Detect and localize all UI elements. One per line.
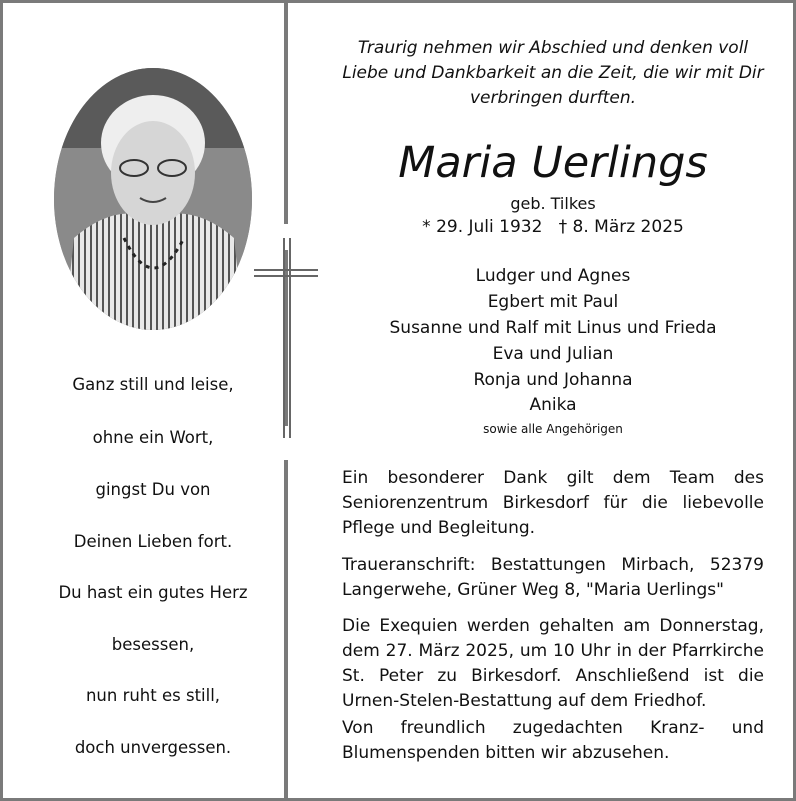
cross-symbol (254, 275, 318, 277)
poem-line: doch unvergessen. (74, 738, 232, 757)
poem-line: Ganz still und leise, (72, 375, 234, 394)
cross-symbol (283, 238, 285, 438)
poem-line: nun ruht es still, (85, 686, 221, 705)
service-paragraph: Die Exequien werden gehalten am Donnerstag, dem 27. März 2025, um 10 Uhr in der Pfarrkirche St. Peter zu Birkesdorf. Anschließend ist die Urnen-Stelen-Bestattung auf dem Friedhof. (342, 616, 764, 711)
family-member: Anika (529, 395, 577, 415)
family-member: Egbert mit Paul (487, 292, 619, 312)
poem-line: ohne ein Wort, (92, 428, 214, 447)
birth-name: geb. Tilkes (510, 194, 596, 213)
portrait-photo (54, 68, 252, 330)
donations-paragraph: Von freundlich zugedachten Kranz- und Blumenspenden bitten wir abzusehen. (342, 718, 764, 763)
poem-line: Deinen Lieben fort. (73, 532, 233, 551)
family-member: Susanne und Ralf mit Linus und Frieda (389, 318, 717, 338)
poem-line: Du hast ein gutes Herz (58, 583, 248, 602)
relatives-note: sowie alle Angehörigen (483, 422, 623, 436)
thanks-paragraph: Ein besonderer Dank gilt dem Team des Seniorenzentrum Birkesdorf für die liebevolle Pflege und Begleitung. (342, 468, 764, 538)
life-dates: * 29. Juli 1932 † 8. März 2025 (422, 217, 684, 237)
cross-symbol (289, 238, 291, 438)
poem-line: gingst Du von (95, 480, 211, 499)
family-member: Ronja und Johanna (473, 370, 633, 390)
cross-symbol (254, 269, 318, 271)
intro-text: Traurig nehmen wir Abschied und denken voll Liebe und Dankbarkeit an die Zeit, die wir mit Dir verbringen durften. (342, 38, 764, 108)
family-member: Ludger und Agnes (475, 266, 631, 286)
address-paragraph: Traueranschrift: Bestattungen Mirbach, 52379 Langerwehe, Grüner Weg 8, "Maria Uerlings" (342, 555, 764, 600)
deceased-name: Maria Uerlings (398, 138, 708, 188)
poem-line: besessen, (111, 635, 195, 654)
family-member: Eva und Julian (492, 344, 614, 364)
